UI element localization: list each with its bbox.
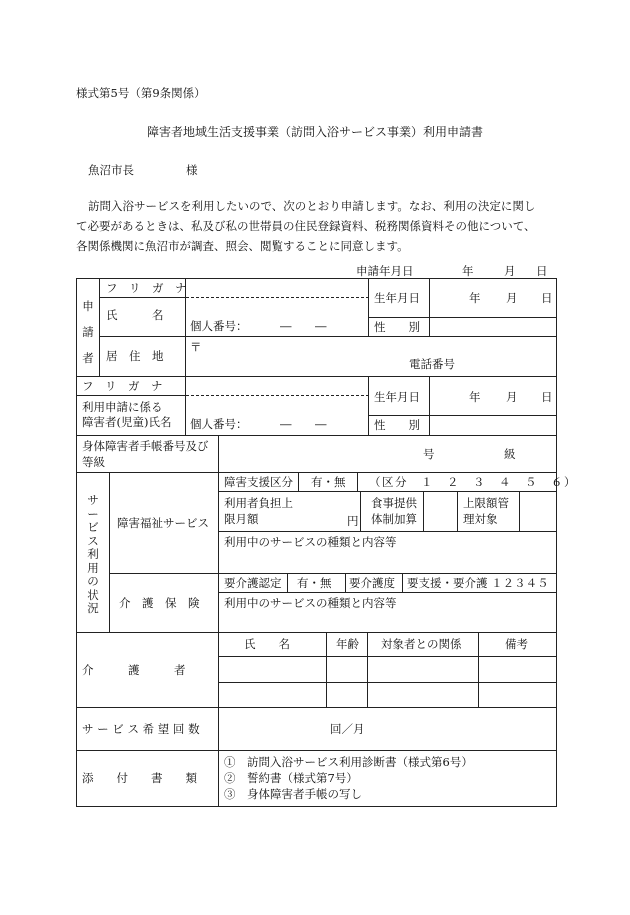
applicant-gender-label: 性 別: [374, 320, 420, 334]
care-services-in-use-label: 利用中のサービスの種類と内容等: [224, 596, 397, 610]
target-my-number-dash: ―: [280, 417, 292, 431]
addressee-honorific: 様: [186, 163, 198, 177]
caregiver-col-relation: 対象者との関係: [381, 637, 462, 651]
care-level-values: 要支援・要介護 １２３４５: [407, 576, 549, 590]
frequency-label: サ ー ビ ス 希 望 回 数: [82, 722, 200, 736]
handbook-label-2: 等級: [82, 455, 105, 469]
service-status-char: ス: [87, 533, 99, 548]
handbook-label-1: 身体障害者手帳番号及び: [82, 439, 209, 453]
applicant-birth-year: 年: [469, 291, 481, 305]
applicant-birth-label: 生年月日: [374, 291, 420, 305]
care-certification-yes-no: 有・無: [297, 576, 332, 590]
attachment-item: ① 訪問入浴サービス利用診断書（様式第6号）: [224, 755, 473, 769]
target-my-number-dash: ―: [315, 417, 327, 431]
attachment-item: ② 誓約書（様式第7号）: [224, 771, 358, 785]
service-status-char: の: [87, 574, 99, 588]
consent-line-1: 訪問入浴サービスを利用したいので、次のとおり申請します。なお、利用の決定に関し: [88, 199, 536, 213]
target-furigana-label: フ リ ガ ナ: [82, 379, 163, 393]
service-status-group-label: [86, 494, 100, 616]
application-date-label: 申請年月日: [356, 264, 414, 278]
applicant-address-label: 居 住 地: [106, 349, 164, 363]
applicant-name-label: 氏 名: [106, 308, 164, 322]
welfare-service-label: 障害福祉サービス: [117, 516, 209, 530]
support-class-values: （区分 １ ２ ３ ４ ５ ６）: [369, 475, 577, 489]
applicant-birth-month: 月: [506, 291, 518, 305]
service-status-char: 状: [87, 587, 99, 602]
target-birth-year: 年: [469, 390, 481, 404]
application-date-year: 年: [462, 264, 474, 278]
target-name-label-1: 利用申請に係る: [82, 400, 163, 414]
meal-addition-label-1: 食事提供: [371, 496, 417, 510]
care-insurance-label: 介 護 保 険: [119, 596, 200, 610]
handbook-grade-unit: 級: [504, 447, 516, 461]
application-date-month: 月: [504, 264, 516, 278]
meal-addition-label-2: 体制加算: [371, 512, 417, 526]
applicant-phone-label: 電話番号: [409, 357, 455, 371]
attachment-item: ③ 身体障害者手帳の写し: [224, 787, 362, 801]
target-birth-day: 日: [541, 390, 553, 404]
applicant-my-number-label: 個人番号：: [190, 319, 248, 333]
caregiver-col-name: 氏 名: [244, 637, 290, 651]
target-birth-month: 月: [506, 390, 518, 404]
welfare-services-in-use-label: 利用中のサービスの種類と内容等: [224, 535, 397, 549]
service-status-char: ビ: [87, 520, 99, 534]
yen-unit: 円: [347, 514, 359, 528]
applicant-my-number-dash: ―: [280, 319, 292, 333]
frequency-unit: 回／月: [330, 722, 365, 736]
caregiver-col-note: 備考: [505, 637, 528, 651]
target-name-label-2: 障害者(児童)氏名: [82, 415, 172, 429]
caregiver-label: 介 護 者: [82, 663, 186, 677]
target-birth-label: 生年月日: [374, 390, 420, 404]
support-class-yes-no: 有・無: [311, 475, 346, 489]
support-class-label: 障害支援区分: [224, 475, 293, 489]
care-level-label: 要介護度: [349, 576, 395, 590]
care-certification-label: 要介護認定: [224, 576, 282, 590]
limit-management-label-2: 理対象: [463, 512, 498, 526]
applicant-furigana-label: フ リ ガ ナ: [106, 281, 187, 295]
applicant-char: 請: [82, 325, 94, 339]
service-status-char: ー: [87, 506, 99, 521]
target-my-number-label: 個人番号：: [190, 417, 248, 431]
applicant-char: 申: [82, 299, 94, 313]
service-status-char: 況: [87, 601, 99, 615]
service-status-char: サ: [87, 493, 99, 507]
caregiver-col-age: 年齢: [336, 637, 359, 651]
target-gender-label: 性 別: [374, 418, 420, 432]
addressee: 魚沼市長: [88, 163, 134, 177]
postal-mark: 〒: [190, 340, 202, 354]
application-date-day: 日: [536, 264, 548, 278]
applicant-group-label: [81, 298, 95, 366]
burden-limit-label-1: 利用者負担上: [224, 496, 293, 510]
form-title: 障害者地域生活支援事業（訪問入浴サービス事業）利用申請書: [146, 125, 483, 139]
form-number: 様式第5号（第9条関係）: [76, 86, 206, 100]
consent-line-2: て必要があるときは、私及び私の世帯員の住民登録資料、税務関係資料その他について、: [76, 219, 536, 233]
applicant-birth-day: 日: [541, 291, 553, 305]
limit-management-label-1: 上限額管: [463, 496, 509, 510]
burden-limit-label-2: 限月額: [224, 512, 259, 526]
service-status-char: 利: [87, 547, 99, 561]
applicant-my-number-dash: ―: [315, 319, 327, 333]
attachments-label: 添 付 書 類: [82, 771, 197, 785]
service-status-char: 用: [87, 560, 99, 575]
handbook-number-unit: 号: [423, 447, 435, 461]
consent-line-3: 各関係機関に魚沼市が調査、照会、閲覧することに同意します。: [76, 239, 409, 253]
applicant-char: 者: [82, 351, 94, 365]
